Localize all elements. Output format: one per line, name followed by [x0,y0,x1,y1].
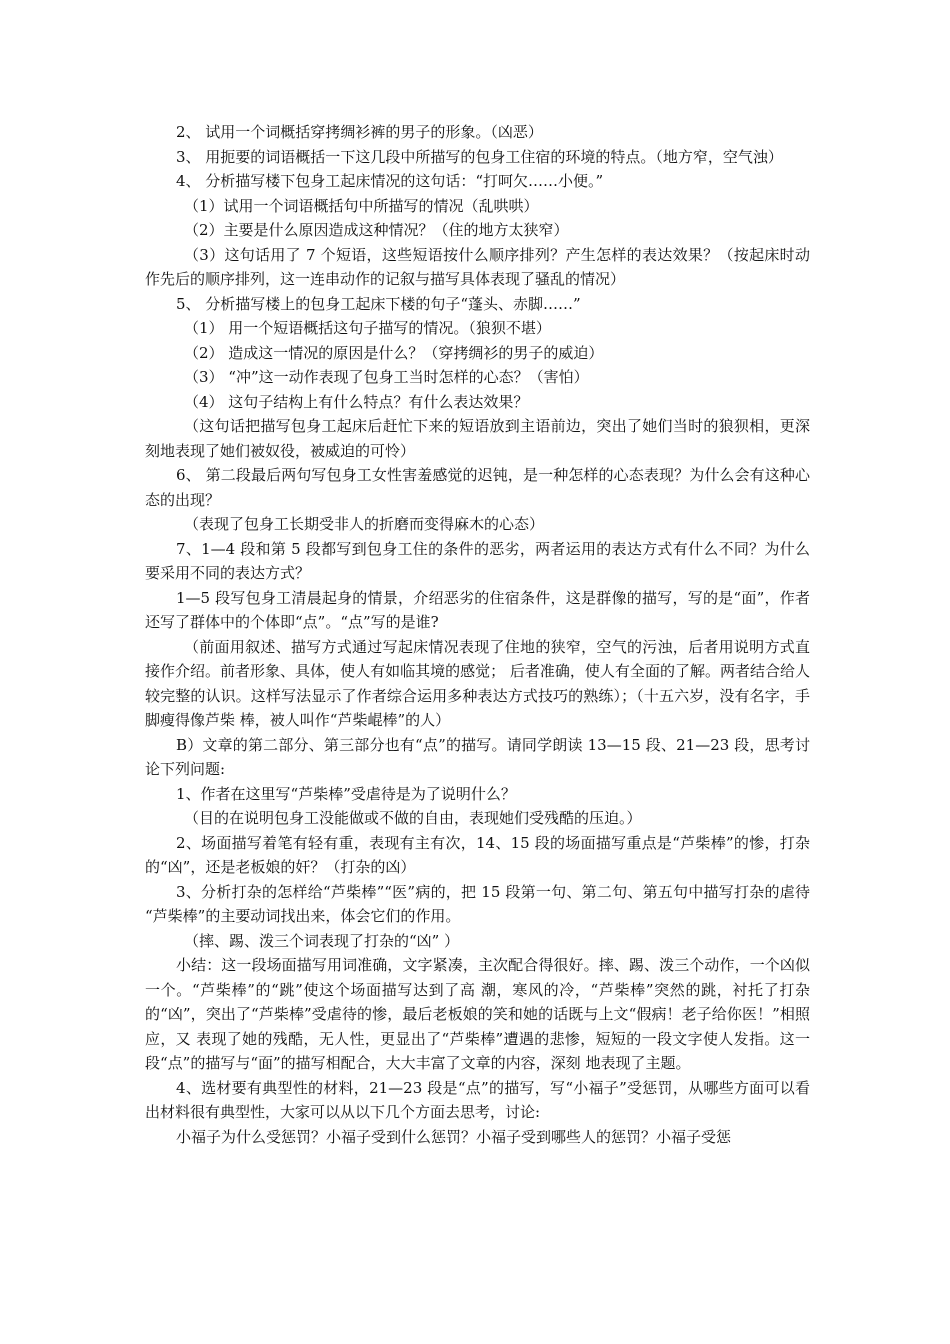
paragraph-p12: （这句话把描写包身工起床后赶忙下来的短语放到主语前边，突出了她们当时的狼狈相，更深刻地表现了她们被奴役，被威迫的可怜） [145,417,810,460]
paragraph-p13: 6、 第二段最后两句写包身工女性害羞感觉的迟钝，是一种怎样的心态表现？为什么会有这种心态的出现？ [145,466,810,509]
paragraph-p22: 3、分析打杂的怎样给“芦柴棒”“医”病的，把 15 段第一句、第二句、第五句中描写打杂的虐待 “芦柴棒”的主要动词找出来，体会它们的作用。 [145,882,810,925]
paragraph-p18: B）文章的第二部分、第三部分也有“点”的描写。请同学朗读 13—15 段、21—23 段，思考讨论下列问题: [145,735,810,778]
paragraph-p7: 5、 分析描写楼上的包身工起床下楼的句子“蓬头、赤脚……” [176,294,581,313]
paragraph-p8: （1） 用一个短语概括这句子描写的情况。（狼狈不堪） [184,319,551,337]
paragraph-p24: 小结：这一段场面描写用词准确，文字紧凑，主次配合得很好。摔、踢、泼三个动作，一个凶似一个。“芦柴棒”的“跳”使这个场面描写达到了高 潮，寒风的冷，“芦柴棒”突然的跳，衬托了打杂的“凶”，突出了“芦柴棒”受虐待的惨，最后老板娘的笑和她的话既与上文“假病！老子给你医！”相照应，又 表现了她的残酷，无人性，更显出了“芦柴棒”遭遇的悲惨，短短的一段文字使人发指。这一段“点”的描写与“面”的描写相配合，大大丰富了文章的内容，深刻 地表现了主题。 [145,956,810,1072]
document-body [145,120,810,1149]
paragraph-p2: 3、 用扼要的词语概括一下这几段中所描写的包身工住宿的环境的特点。（地方窄，空气浊） [176,147,783,166]
paragraph-p3: 4、 分析描写楼下包身工起床情况的这句话：“打呵欠……小便。” [176,172,604,190]
paragraph-p23: （摔、踢、泼三个词表现了打杂的“凶” ） [184,931,460,950]
paragraph-p1: 2、 试用一个词概括穿拷绸衫裤的男子的形象。（凶恶） [176,123,543,141]
paragraph-p5: （2）主要是什么原因造成这种情况？（住的地方太狭窄） [184,221,569,239]
paragraph-p17: （前面用叙述、描写方式通过写起床情况表现了住地的狭窄，空气的污浊，后者用说明方式直接作介绍。前者形象、具体，使人有如临其境的感觉； 后者准确，使人有全面的了解。两者结合给人较完整的认识。这样写法显示了作者综合运用多种表达方式技巧的熟练）；（十五六岁，没有名字，手脚瘦得像芦柴 棒，被人叫作“芦柴崐棒”的人） [145,637,810,729]
paragraph-p11: （4） 这句子结构上有什么特点？有什么表达效果？ [184,392,529,411]
paragraph-p15: 7、1—4 段和第 5 段都写到包身工住的条件的恶劣，两者运用的表达方式有什么不同？为什么要采用不同的表达方式？ [145,539,810,582]
paragraph-p10: （3） “冲”这一动作表现了包身工当时怎样的心态？（害怕） [184,368,589,386]
paragraph-p16: 1—5 段写包身工清晨起身的情景，介绍恶劣的住宿条件，这是群像的描写，写的是“面”，作者还写了群体中的个体即“点”。“点”写的是谁? [145,588,810,631]
paragraph-p26: 小福子为什么受惩罚？小福子受到什么惩罚？小福子受到哪些人的惩罚？小福子受惩 [176,1127,732,1146]
paragraph-p20: （目的在说明包身工没能做或不做的自由，表现她们受残酷的压迫。） [184,809,642,827]
paragraph-p21: 2、场面描写着笔有轻有重，表现有主有次，14、15 段的场面描写重点是“芦柴棒”的惨，打杂的“凶”，还是老板娘的奸？（打杂的凶） [145,833,810,876]
paragraph-p25: 4、选材要有典型性的材料，21—23 段是“点”的描写，写“小福子”受惩罚，从哪些方面可以看出材料很有典型性，大家可以从以下几个方面去思考，讨论: [145,1078,810,1121]
paragraph-p9: （2） 造成这一情况的原因是什么？（穿拷绸衫的男子的威迫） [184,343,604,362]
paragraph-p14: （表现了包身工长期受非人的折磨而变得麻木的心态） [184,515,545,533]
paragraph-p19: 1、作者在这里写“芦柴棒”受虐待是为了说明什么？ [176,784,516,803]
paragraph-p6: （3）这句话用了 7 个短语，这些短语按什么顺序排列？产生怎样的表达效果？（按起床时动作先后的顺序排列，这一连串动作的记叙与描写具体表现了骚乱的情况） [145,245,810,288]
paragraph-p4: （1）试用一个词语概括句中所描写的情况（乱哄哄） [184,196,539,215]
